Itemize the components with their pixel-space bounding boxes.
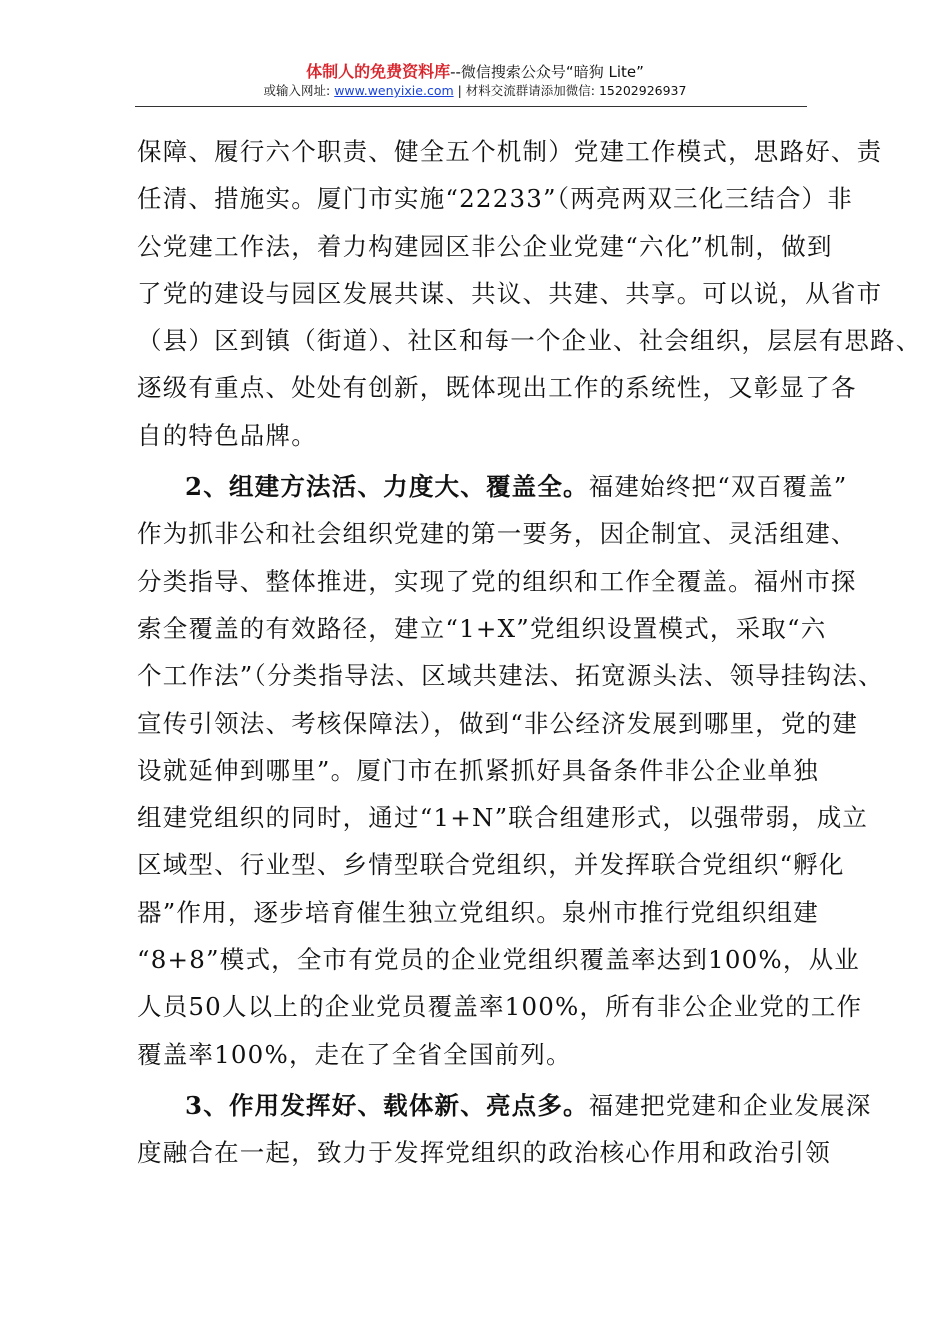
- line-text: 区域型、行业型、乡情型联合党组织，并发挥联合党组织“孵化: [137, 850, 845, 880]
- line-text: 了党的建设与园区发展共谋、共议、共建、共享。可以说，从省市: [137, 278, 883, 308]
- line-text: 个工作法”（分类指导法、区域共建法、拓宽源头法、领导挂钩法、: [137, 661, 884, 691]
- text-line: [137, 1129, 867, 1176]
- section-heading: 3、作用发挥好、载体新、亮点多。: [185, 1090, 589, 1120]
- line-text: 分类指导、整体推进，实现了党的组织和工作全覆盖。福州市探: [137, 566, 857, 596]
- line-text: 任清、措施实。厦门市实施“22233”（两亮两双三化三结合）非: [137, 184, 853, 214]
- line-text: 覆盖率100%，走在了全省全国前列。: [137, 1039, 572, 1069]
- line-text: 宣传引领法、考核保障法），做到“非公经济发展到哪里，党的建: [137, 708, 859, 738]
- text-line: [137, 1031, 867, 1078]
- line-text: 福建始终把“双百覆盖”: [588, 472, 848, 502]
- text-line: [137, 510, 867, 557]
- line-text: 保障、履行六个职责、健全五个机制）党建工作模式，思路好、责: [137, 137, 883, 166]
- line-text: 逐级有重点、处处有创新，既体现出工作的系统性，又彰显了各: [137, 373, 857, 403]
- text-line: [137, 841, 867, 888]
- text-line: [137, 128, 883, 175]
- line-text: 度融合在一起，致力于发挥党组织的政治核心作用和政治引领: [137, 1138, 831, 1168]
- text-line: [137, 223, 867, 270]
- document-body: [137, 128, 922, 1177]
- line-text: 作为抓非公和社会组织党建的第一要务，因企制宜、灵活组建、: [137, 519, 857, 549]
- line-text: 福建把党建和企业发展深: [588, 1090, 872, 1120]
- header-wechat-hint: --微信搜索公众号“暗狗 Lite”: [450, 63, 644, 81]
- line-text: 组建党组织的同时，通过“1+N”联合组建形式，以强带弱，成立: [137, 803, 869, 833]
- line-text: 器”作用，逐步培育催生独立党组织。泉州市推行党组织组建: [137, 897, 819, 927]
- line-text: （县）区到镇（街道）、社区和每一个企业、社会组织，层层有思路、: [137, 326, 922, 356]
- line-text: 自的特色品牌。: [137, 420, 317, 450]
- header-brand: 体制人的免费资料库: [306, 62, 451, 81]
- text-line: [137, 889, 867, 936]
- text-line: [137, 558, 867, 605]
- header-line-2: [0, 82, 950, 100]
- text-line: [137, 317, 922, 364]
- text-line: [137, 936, 867, 983]
- text-line: [137, 983, 867, 1030]
- header-divider: [135, 106, 807, 107]
- page-header: [0, 62, 950, 100]
- text-line: [137, 1082, 872, 1129]
- line-text: 人员50人以上的企业党员覆盖率100%，所有非公企业党的工作: [137, 992, 863, 1022]
- line-text: “8+8”模式，全市有党员的企业党组织覆盖率达到100%，从业: [137, 945, 860, 975]
- header-line-1: [0, 62, 950, 82]
- line-text: 设就延伸到哪里”。厦门市在抓紧抓好具备条件非公企业单独: [137, 755, 819, 785]
- text-line: [137, 463, 867, 510]
- text-line: [137, 700, 867, 747]
- text-line: [137, 412, 867, 459]
- header-url-prefix: 或输入网址:: [263, 83, 335, 98]
- header-url-link[interactable]: www.wenyixie.com: [334, 83, 454, 98]
- text-line: [137, 747, 867, 794]
- line-text: 索全覆盖的有效路径，建立“1+X”党组织设置模式，采取“六: [137, 613, 827, 643]
- text-line: [137, 175, 867, 222]
- text-line: [137, 605, 867, 652]
- text-line: [137, 364, 867, 411]
- header-contact: | 材料交流群请添加微信: 15202926937: [453, 83, 687, 98]
- line-text: 公党建工作法，着力构建园区非公企业党建“六化”机制，做到: [137, 231, 833, 261]
- text-line: [137, 270, 883, 317]
- section-heading: 2、组建方法活、力度大、覆盖全。: [185, 472, 589, 502]
- text-line: [137, 652, 884, 699]
- text-line: [137, 794, 867, 841]
